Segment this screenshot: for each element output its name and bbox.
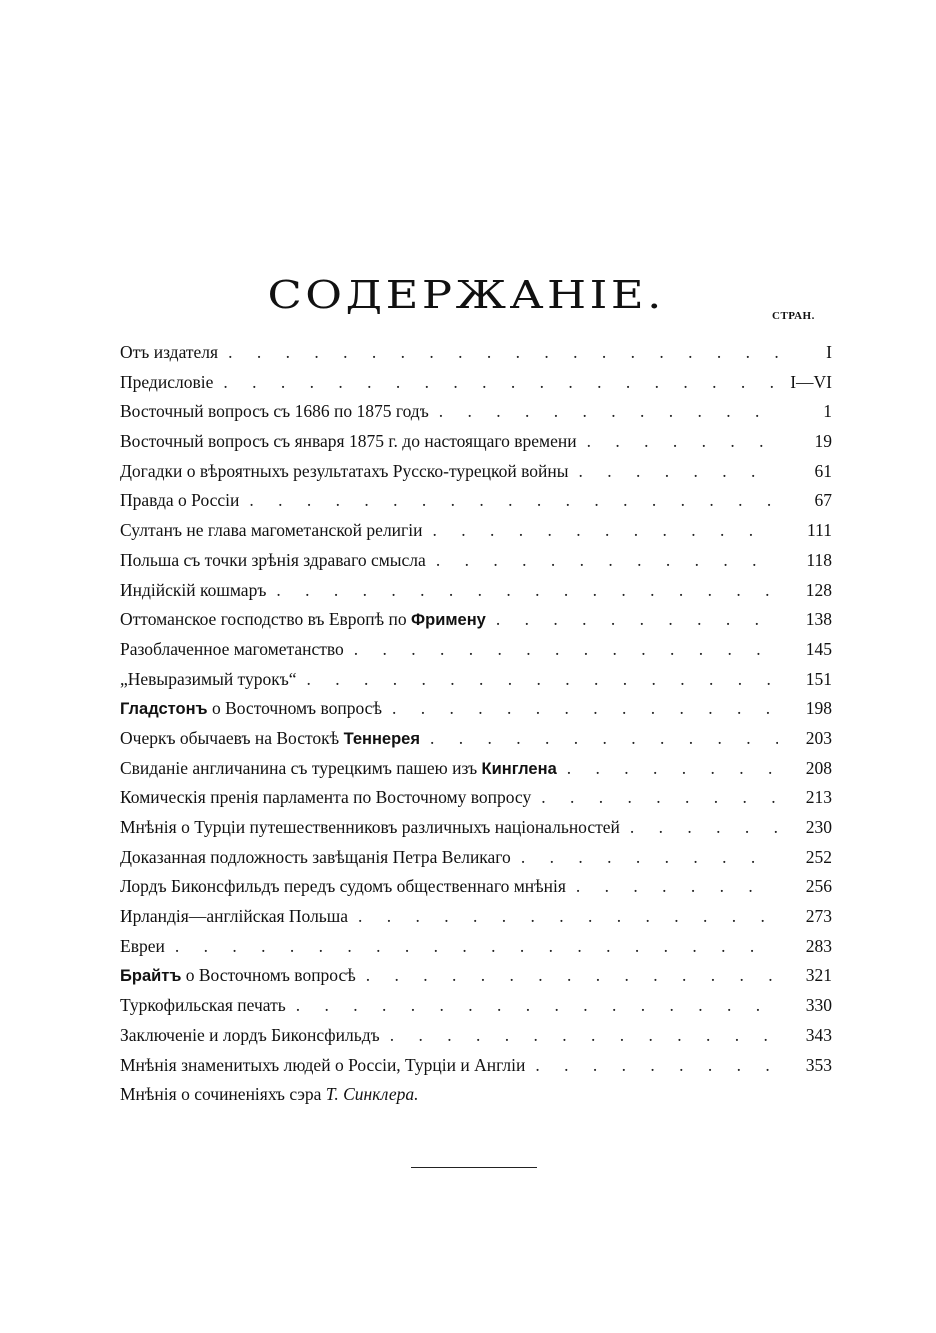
toc-entry-page: 230	[805, 817, 832, 837]
toc-entry-title	[120, 546, 426, 576]
toc-entry	[120, 843, 832, 873]
toc-entry-title	[120, 1080, 418, 1110]
toc-entry-author: Кинглена	[481, 759, 557, 778]
dot-leader	[576, 872, 778, 902]
toc-entry-title	[120, 635, 344, 665]
dot-leader	[354, 635, 778, 665]
toc-entry-title	[120, 724, 420, 755]
toc-entry-title	[120, 605, 486, 636]
dot-leader	[436, 546, 778, 576]
dot-leader	[296, 991, 778, 1021]
toc-entry-text: Султанъ не глава магометанской религіи	[120, 520, 423, 541]
toc-entry	[120, 635, 832, 665]
toc-entry-author: Теннерея	[343, 729, 420, 748]
toc-entry-page: 67	[814, 490, 832, 511]
toc-entry	[120, 902, 832, 932]
dot-leader	[392, 694, 778, 724]
toc-entry-page: 273	[805, 906, 832, 927]
toc-entry-text: Ирландія—англійская Польша	[120, 906, 349, 927]
toc-entry-page: I	[826, 342, 832, 362]
toc-entry-page: 198	[805, 698, 832, 719]
toc-entry-title	[120, 991, 286, 1021]
toc-entry-title	[120, 368, 213, 398]
toc-entry-text: Оттоманское господство въ Европѣ по	[120, 609, 407, 630]
toc-entry-text: Мнѣнія знаменитыхъ людей о Россіи, Турціи и Англіи	[120, 1054, 526, 1075]
toc-entry-text: Очеркъ обычаевъ на Востокѣ	[120, 727, 340, 748]
toc-entry-title	[120, 754, 557, 785]
toc-entry-page: 203	[805, 727, 832, 748]
toc-entry	[120, 694, 832, 724]
dot-leader	[390, 1021, 778, 1051]
toc-entry-author: Гладстонъ	[120, 700, 208, 719]
toc-entry-page: 256	[805, 876, 832, 897]
toc-entry	[120, 991, 832, 1021]
toc-entry-title	[120, 665, 297, 695]
page-title: СОДЕРЖАНІЕ.	[267, 273, 665, 318]
dot-leader	[439, 397, 778, 427]
toc-entry-page: 208	[805, 757, 832, 778]
toc-entry-page: 283	[805, 935, 832, 956]
dot-leader	[630, 813, 778, 843]
toc-entry	[120, 754, 832, 784]
toc-entry-author: Фримену	[411, 611, 486, 630]
dot-leader	[587, 427, 778, 457]
toc-entry-title	[120, 486, 239, 516]
toc-entry-author: Т. Синклера.	[325, 1084, 419, 1105]
dot-leader	[579, 457, 778, 487]
table-of-contents	[120, 338, 832, 1110]
toc-entry	[120, 1080, 832, 1110]
toc-entry	[120, 665, 832, 695]
toc-entry-text: Восточный вопросъ съ января 1875 г. до настоящаго времени	[120, 431, 577, 452]
toc-entry	[120, 576, 832, 606]
toc-entry-page: 343	[805, 1024, 832, 1045]
toc-entry-page: I—VI	[790, 371, 832, 392]
toc-entry	[120, 486, 832, 516]
dot-leader	[567, 754, 778, 784]
dot-leader	[228, 338, 778, 368]
dot-leader	[249, 486, 778, 516]
toc-entry	[120, 605, 832, 635]
dot-leader	[535, 1051, 778, 1081]
toc-entry	[120, 368, 832, 398]
toc-entry-text: Комическія пренія парламента по Восточному вопросу	[120, 787, 532, 808]
toc-entry-text: Мнѣнія о сочиненіяхъ сэра	[120, 1084, 322, 1105]
toc-entry-title	[120, 694, 382, 725]
toc-entry-title	[120, 576, 266, 606]
toc-entry-text: Туркофильская печать	[120, 995, 286, 1016]
toc-entry-title	[120, 932, 165, 962]
toc-entry-page: 321	[805, 965, 832, 986]
toc-entry-title	[120, 1021, 380, 1051]
toc-entry	[120, 1051, 832, 1081]
toc-entry-page: 19	[814, 431, 832, 452]
toc-entry-text: Свиданіе англичанина съ турецкимъ пашею изъ	[120, 757, 478, 778]
toc-entry	[120, 338, 832, 368]
dot-leader	[496, 605, 778, 635]
toc-entry	[120, 783, 832, 813]
toc-entry-text: Разоблаченное магометанство	[120, 638, 344, 659]
toc-entry-title	[120, 783, 531, 813]
toc-entry-text: Польша съ точки зрѣнія здраваго смысла	[120, 549, 426, 570]
toc-entry-page: 128	[805, 579, 832, 600]
toc-entry-text: Индійскій кошмаръ	[120, 579, 267, 600]
dot-leader	[358, 902, 778, 932]
toc-entry-page: 330	[805, 995, 832, 1016]
toc-entry-page: 138	[805, 609, 832, 630]
toc-entry-title	[120, 516, 422, 546]
toc-entry-title	[120, 872, 566, 902]
toc-entry-title	[120, 843, 511, 873]
toc-entry-text: Восточный вопросъ съ 1686 по 1875 годъ	[120, 401, 429, 422]
toc-entry	[120, 516, 832, 546]
toc-entry	[120, 872, 832, 902]
dot-leader	[430, 724, 778, 754]
toc-entry-title	[120, 1051, 525, 1081]
toc-entry	[120, 457, 832, 487]
toc-entry-page: 111	[807, 520, 832, 541]
toc-entry-title	[120, 813, 620, 843]
toc-entry-text: Предисловіе	[120, 371, 214, 392]
toc-entry-title	[120, 457, 569, 487]
toc-entry-text: о Восточномъ вопросѣ	[211, 698, 382, 719]
toc-entry-text: Отъ издателя	[120, 342, 219, 362]
toc-entry-page: 252	[805, 846, 832, 867]
dot-leader	[307, 665, 778, 695]
toc-entry	[120, 813, 832, 843]
dot-leader	[175, 932, 778, 962]
toc-entry	[120, 961, 832, 991]
toc-entry-text: Мнѣнія о Турціи путешественниковъ различныхъ національностей	[120, 817, 620, 837]
toc-entry-text: „Невыразимый турокъ“	[120, 668, 297, 689]
toc-entry-page: 353	[805, 1054, 832, 1075]
toc-entry-page: 118	[806, 549, 832, 570]
toc-entry	[120, 1021, 832, 1051]
dot-leader	[541, 783, 778, 813]
toc-entry-author: Брайтъ	[120, 967, 182, 986]
toc-entry-page: 61	[814, 460, 832, 481]
toc-entry	[120, 932, 832, 962]
dot-leader	[366, 961, 778, 991]
toc-entry-page: 151	[805, 668, 832, 689]
closing-rule	[411, 1167, 537, 1168]
toc-entry-text: Догадки о вѣроятныхъ результатахъ Русско-турецкой войны	[120, 460, 569, 481]
toc-entry-title	[120, 961, 356, 992]
toc-entry-text: Заключеніе и лордъ Биконсфильдъ	[120, 1024, 380, 1045]
toc-entry-text: Правда о Россіи	[120, 490, 240, 511]
toc-entry-page: 213	[805, 787, 832, 808]
toc-entry-text: Доказанная подложность завѣщанія Петра Великаго	[120, 846, 511, 867]
toc-entry-text: Лордъ Биконсфильдъ передъ судомъ общественнаго мнѣнія	[120, 876, 566, 897]
toc-entry-title	[120, 427, 577, 457]
dot-leader	[223, 368, 778, 398]
toc-entry-title	[120, 902, 348, 932]
toc-entry-title	[120, 338, 218, 368]
toc-entry	[120, 546, 832, 576]
dot-leader	[432, 516, 778, 546]
toc-entry-text: Евреи	[120, 935, 165, 956]
dot-leader	[521, 843, 778, 873]
toc-entry-page: 145	[805, 638, 832, 659]
page-column-label: СТРАН.	[772, 310, 815, 322]
toc-entry-text: о Восточномъ вопросѣ	[185, 965, 356, 986]
dot-leader	[276, 576, 778, 606]
toc-entry	[120, 724, 832, 754]
toc-entry	[120, 397, 832, 427]
toc-entry-page: 1	[823, 401, 832, 422]
toc-entry-title	[120, 397, 429, 427]
toc-entry	[120, 427, 832, 457]
